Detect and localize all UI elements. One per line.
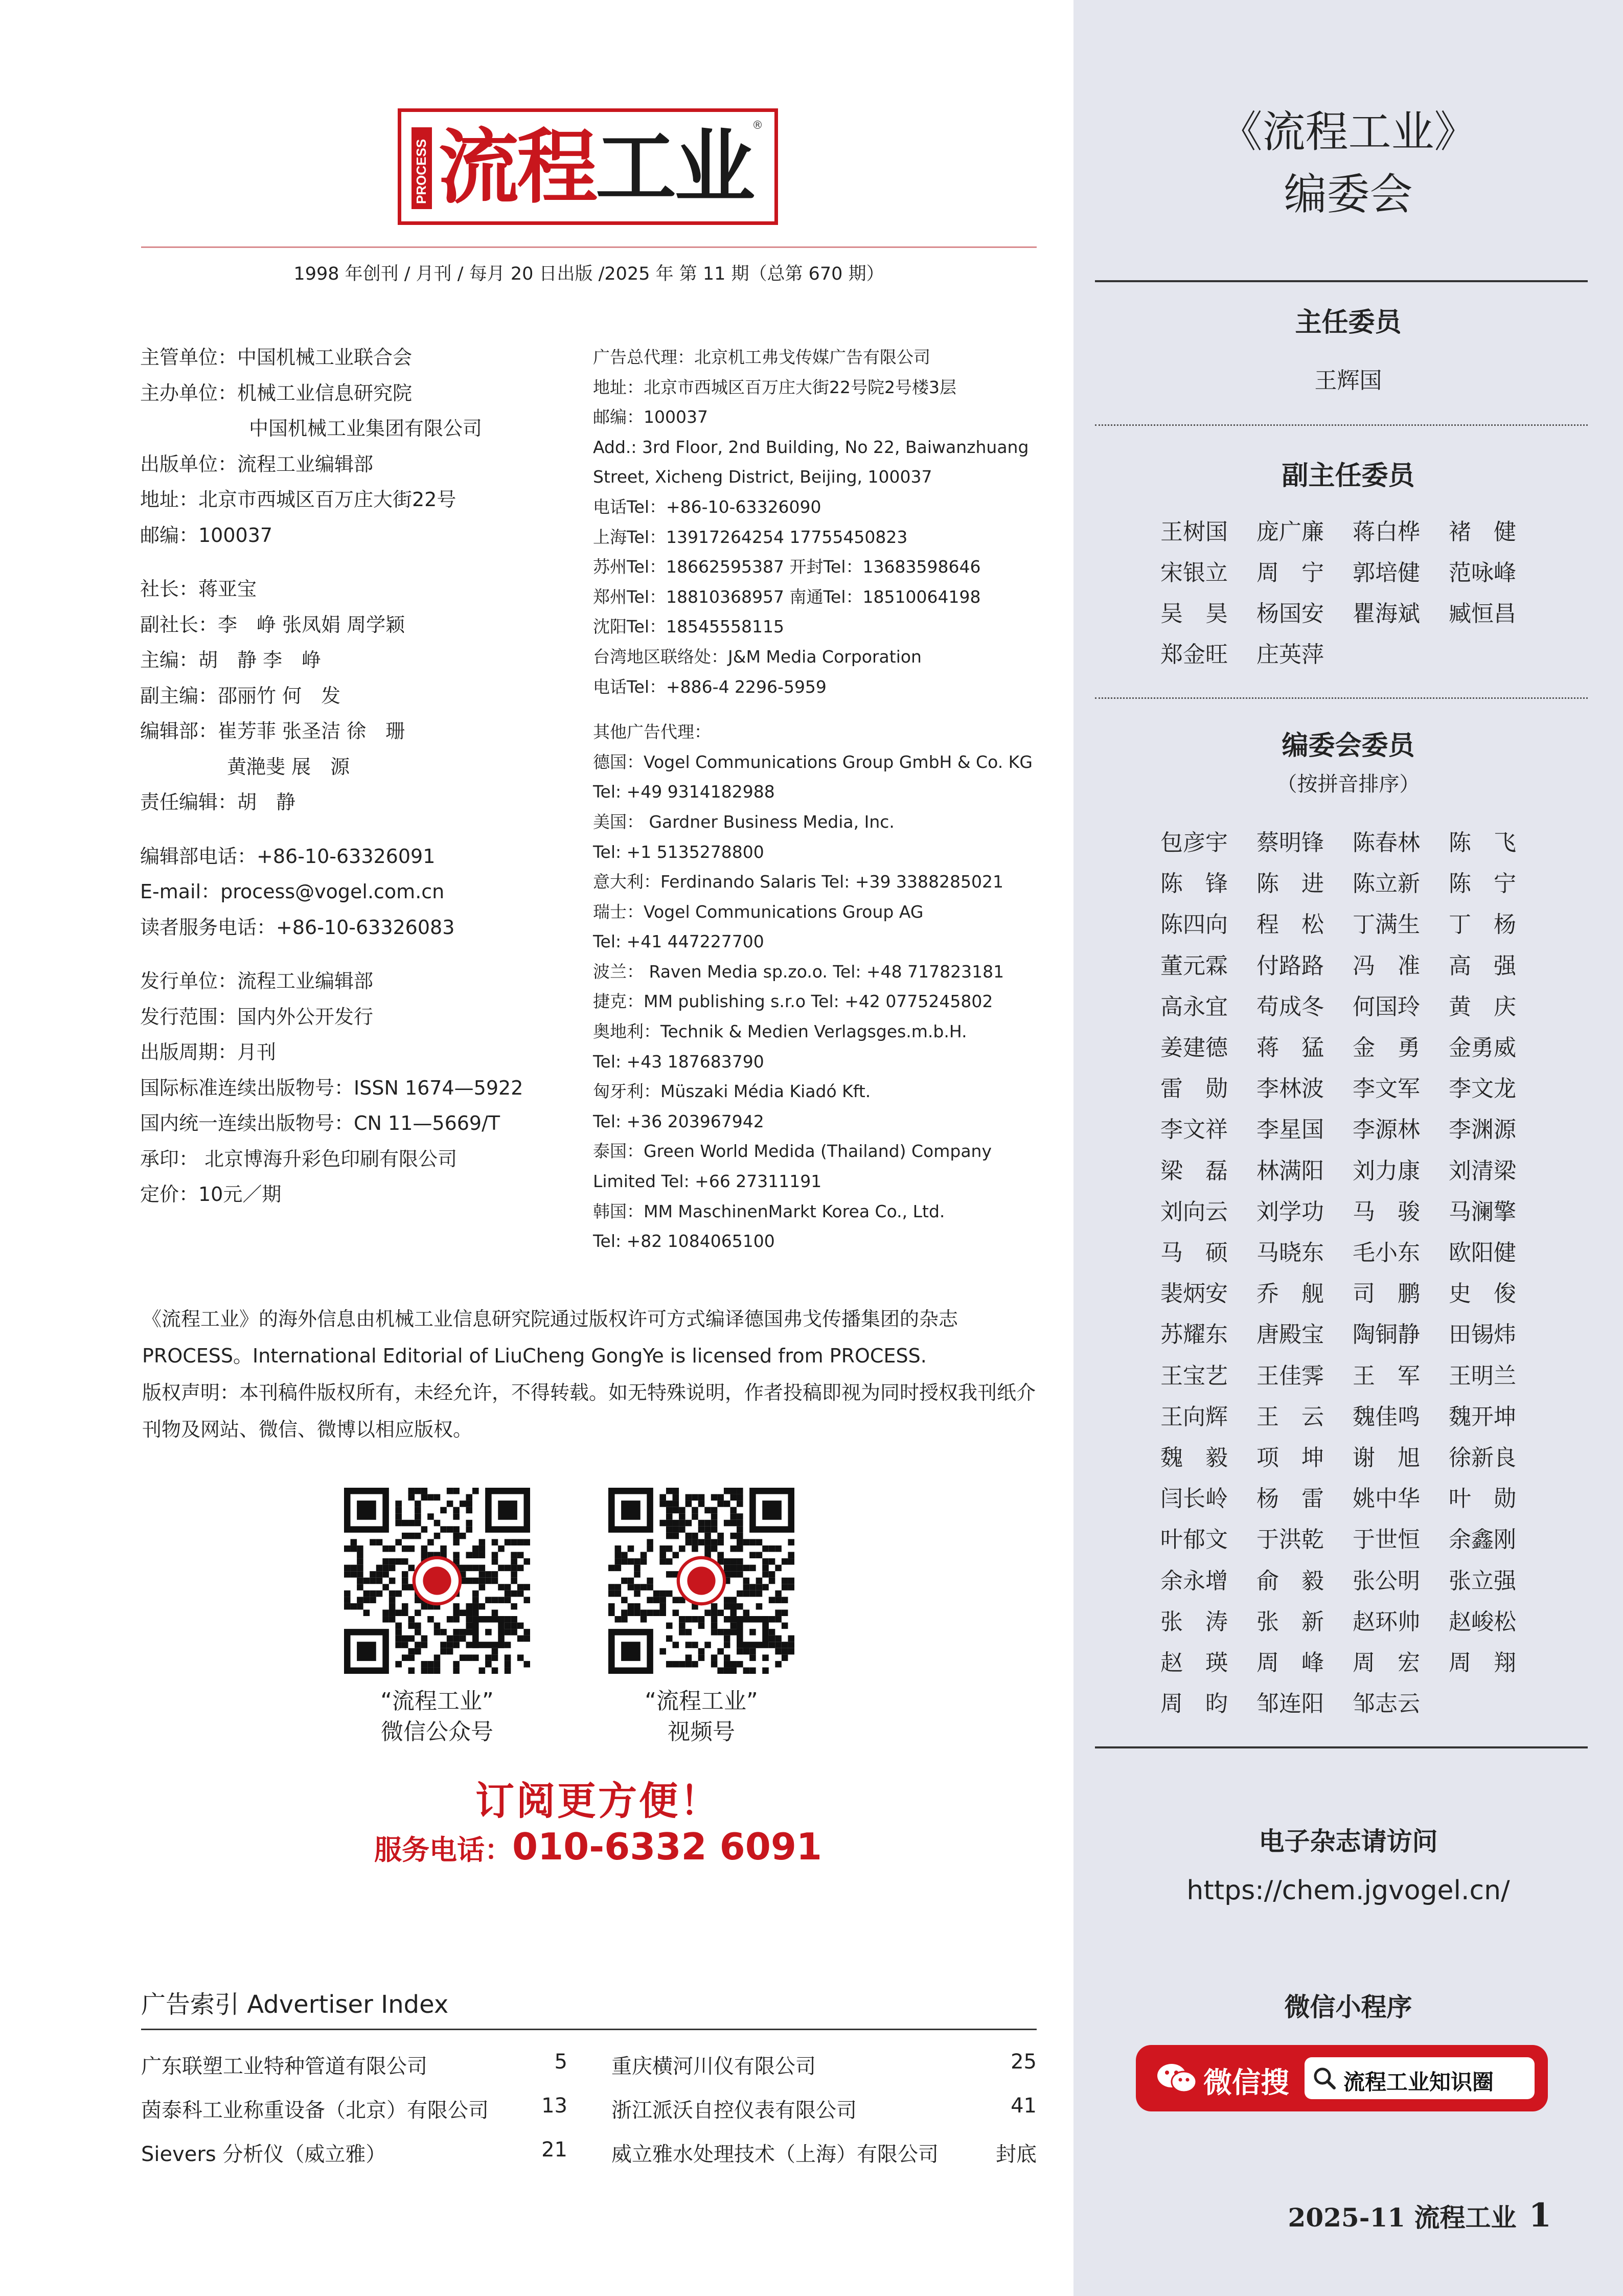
sidebar-dotted-divider bbox=[1095, 424, 1588, 426]
advertiser-index-title: 广告索引 Advertiser Index bbox=[141, 1990, 449, 2019]
advertiser-page: 13 bbox=[541, 2094, 567, 2118]
board-member-name: 金 勇 bbox=[1353, 1035, 1420, 1061]
wechat-official-qr-code[interactable] bbox=[344, 1488, 530, 1674]
board-member-name: 刘学功 bbox=[1256, 1198, 1324, 1225]
board-member-name: 周 宏 bbox=[1353, 1650, 1420, 1676]
board-member-name: 黄 庆 bbox=[1449, 993, 1516, 1020]
board-member-name: 李文祥 bbox=[1160, 1117, 1228, 1143]
board-member-name: 郭培健 bbox=[1353, 560, 1420, 586]
spacer bbox=[140, 553, 523, 572]
info-line: 黄滟斐 展 源 bbox=[227, 755, 350, 778]
logo-process-mark bbox=[412, 127, 432, 209]
qr-caption: 视频号 bbox=[668, 1719, 735, 1745]
agency-line: Street, Xicheng District, Beijing, 100037 bbox=[593, 467, 932, 487]
board-member-name: 乔 舰 bbox=[1256, 1281, 1324, 1307]
info-line: 编辑部：崔芳菲 张圣洁 徐 珊 bbox=[140, 720, 405, 742]
board-member-name: 邹连阳 bbox=[1256, 1691, 1324, 1717]
advertiser-page: 21 bbox=[541, 2138, 567, 2162]
board-member-name: 俞 毅 bbox=[1256, 1567, 1324, 1594]
advertising-agency-list bbox=[593, 343, 1033, 1257]
spacer bbox=[593, 702, 1033, 717]
board-member-name: 马澜擎 bbox=[1449, 1198, 1516, 1225]
advertiser-name: 广东联塑工业特种管道有限公司 bbox=[141, 2055, 427, 2078]
qr-code-image bbox=[608, 1488, 794, 1674]
board-member-name: 陶铜静 bbox=[1353, 1322, 1420, 1348]
publisher-info-list bbox=[140, 340, 523, 1213]
director-name: 王辉国 bbox=[1314, 368, 1382, 394]
agency-line: 苏州Tel：18662595387 开封Tel：13683598646 bbox=[593, 557, 981, 577]
agency-line: Tel: +1 5135278800 bbox=[593, 842, 764, 862]
info-line: 中国机械工业集团有限公司 bbox=[249, 417, 483, 440]
board-member-name: 田锡炜 bbox=[1449, 1322, 1516, 1348]
board-member-name: 陈立新 bbox=[1353, 871, 1420, 897]
page-number: 1 bbox=[1528, 2196, 1551, 2235]
board-member-name: 李渊源 bbox=[1449, 1117, 1516, 1143]
board-member-name: 吴 昊 bbox=[1160, 601, 1228, 627]
agency-line: 台湾地区联络处：J&M Media Corporation bbox=[593, 646, 922, 667]
board-member-name: 陈 宁 bbox=[1449, 871, 1516, 897]
board-member-name: 苏耀东 bbox=[1160, 1322, 1228, 1348]
board-member-name: 张公明 bbox=[1353, 1567, 1420, 1594]
agency-line: Tel: +49 9314182988 bbox=[593, 782, 775, 802]
board-member-name: 丁满生 bbox=[1353, 912, 1420, 938]
board-member-name: 闫长岭 bbox=[1160, 1486, 1228, 1512]
board-member-name: 陈四向 bbox=[1160, 912, 1228, 938]
agency-line: 美国： Gardner Business Media, Inc. bbox=[593, 811, 895, 832]
emagazine-heading: 电子杂志请访问 bbox=[1259, 1827, 1438, 1856]
board-member-name: 王佳霁 bbox=[1256, 1362, 1324, 1389]
agency-line: Add.: 3rd Floor, 2nd Building, No 22, Baiwanzhuang bbox=[593, 437, 1029, 457]
board-member-name: 瞿海斌 bbox=[1353, 601, 1420, 627]
board-member-name: 裴炳安 bbox=[1160, 1281, 1228, 1307]
info-line: 主编：胡 静 李 峥 bbox=[140, 649, 322, 671]
board-member-name: 冯 准 bbox=[1353, 952, 1420, 979]
board-member-name: 何国玲 bbox=[1353, 993, 1420, 1020]
phone-number: 010-6332 6091 bbox=[512, 1825, 822, 1868]
board-member-name: 褚 健 bbox=[1449, 519, 1516, 545]
page-footer bbox=[1288, 2196, 1551, 2235]
board-member-name: 周 宁 bbox=[1256, 560, 1324, 586]
agency-line: Tel: +36 203967942 bbox=[593, 1111, 764, 1131]
agency-line: Limited Tel: +66 27311191 bbox=[593, 1171, 822, 1192]
spacer bbox=[140, 821, 523, 839]
board-member-name: 李源林 bbox=[1353, 1117, 1420, 1143]
advertiser-name: Sievers 分析仪（威立雅） bbox=[141, 2143, 386, 2166]
advertiser-page: 25 bbox=[1011, 2050, 1037, 2074]
director-heading: 主任委员 bbox=[1295, 307, 1402, 338]
agency-line: 瑞士：Vogel Communications Group AG bbox=[593, 901, 924, 922]
board-member-name: 马 硕 bbox=[1160, 1240, 1228, 1266]
advertiser-page: 41 bbox=[1011, 2094, 1037, 2118]
board-member-name: 马 骏 bbox=[1353, 1198, 1420, 1225]
board-member-name: 梁 磊 bbox=[1160, 1157, 1228, 1184]
board-member-name: 于洪乾 bbox=[1256, 1527, 1324, 1553]
board-member-name: 杨 雷 bbox=[1256, 1486, 1324, 1512]
qr-caption: “流程工业” bbox=[645, 1688, 758, 1714]
board-member-name: 程 松 bbox=[1256, 912, 1324, 938]
agency-line: 郑州Tel：18810368957 南通Tel：18510064198 bbox=[593, 586, 981, 607]
info-line: E-mail：process@vogel.com.cn bbox=[140, 880, 445, 903]
board-member-name: 范咏峰 bbox=[1449, 560, 1516, 586]
wechat-search-label: 微信搜 bbox=[1203, 2066, 1289, 2100]
board-member-name: 张 新 bbox=[1256, 1608, 1324, 1635]
phone-label: 服务电话： bbox=[374, 1834, 512, 1866]
publication-line: 1998 年创刊 / 月刊 / 每月 20 日出版 /2025 年 第 11 期（总第 670 期） bbox=[293, 264, 884, 284]
board-member-name: 王 云 bbox=[1256, 1403, 1324, 1430]
info-line: 国际标准连续出版物号：ISSN 1674—5922 bbox=[140, 1076, 523, 1099]
board-member-name: 周 昀 bbox=[1160, 1691, 1228, 1717]
info-line: 责任编辑：胡 静 bbox=[140, 791, 296, 813]
info-line: 副主编：邵丽竹 何 发 bbox=[140, 684, 341, 707]
sidebar-divider bbox=[1095, 280, 1588, 282]
sidebar-divider bbox=[1095, 1746, 1588, 1748]
board-member-name: 欧阳健 bbox=[1449, 1240, 1516, 1266]
logo-title-black: 工业 bbox=[596, 120, 753, 215]
advertiser-name: 浙江派沃自控仪表有限公司 bbox=[611, 2099, 857, 2122]
agency-line: Tel: +41 447227700 bbox=[593, 931, 764, 952]
board-member-name: 李林波 bbox=[1256, 1076, 1324, 1102]
board-member-name: 余鑫刚 bbox=[1449, 1527, 1516, 1553]
board-member-name: 陈 飞 bbox=[1449, 830, 1516, 856]
board-member-name: 马晓东 bbox=[1256, 1240, 1324, 1266]
advertiser-name: 威立雅水处理技术（上海）有限公司 bbox=[611, 2143, 939, 2166]
info-line: 邮编：100037 bbox=[140, 524, 273, 547]
agency-line: 捷克：MM publishing s.r.o Tel: +42 0775245802 bbox=[593, 991, 993, 1012]
qr-code-image bbox=[344, 1488, 530, 1674]
agency-line: 电话Tel：+86-10-63326090 bbox=[593, 496, 821, 517]
advertiser-page: 5 bbox=[554, 2050, 567, 2074]
members-heading: 编委会委员 bbox=[1282, 731, 1415, 761]
board-member-name: 徐新良 bbox=[1449, 1445, 1516, 1471]
board-member-name: 王明兰 bbox=[1449, 1362, 1516, 1389]
masthead-logo bbox=[398, 108, 778, 225]
info-line: 承印： 北京博海升彩色印刷有限公司 bbox=[140, 1147, 458, 1170]
agency-line: Tel: +82 1084065100 bbox=[593, 1231, 775, 1252]
board-member-name: 金勇威 bbox=[1449, 1035, 1516, 1061]
board-member-name: 王 军 bbox=[1353, 1362, 1420, 1389]
board-member-name: 叶郁文 bbox=[1160, 1527, 1228, 1553]
board-member-name: 庞广廉 bbox=[1256, 519, 1324, 545]
agency-line: 广告总代理：北京机工弗戈传媒广告有限公司 bbox=[593, 347, 930, 367]
board-member-name: 王向辉 bbox=[1160, 1403, 1228, 1430]
board-member-name: 周 峰 bbox=[1256, 1650, 1324, 1676]
board-member-name: 周 翔 bbox=[1449, 1650, 1516, 1676]
logo-title bbox=[438, 119, 753, 216]
emagazine-link[interactable]: https://chem.jgvogel.cn/ bbox=[1186, 1875, 1510, 1906]
board-member-name: 姚中华 bbox=[1353, 1486, 1420, 1512]
wechat-search-term: 流程工业知识圈 bbox=[1343, 2070, 1494, 2095]
advertiser-name: 重庆横河川仪有限公司 bbox=[611, 2055, 816, 2078]
board-member-name: 郑金旺 bbox=[1160, 642, 1228, 668]
board-member-name: 唐殿宝 bbox=[1256, 1322, 1324, 1348]
board-member-name: 雷 勋 bbox=[1160, 1076, 1228, 1102]
agency-line: 波兰： Raven Media sp.zo.o. Tel: +48 717823181 bbox=[593, 961, 1004, 982]
board-member-name: 魏 毅 bbox=[1160, 1445, 1228, 1471]
masthead-divider bbox=[141, 246, 1037, 248]
info-line: 定价：10元／期 bbox=[140, 1183, 282, 1206]
logo-title-red: 流程 bbox=[438, 120, 596, 215]
info-line: 编辑部电话：+86-10-63326091 bbox=[140, 845, 436, 868]
info-line: 发行单位：流程工业编辑部 bbox=[140, 970, 374, 992]
board-member-name: 张 涛 bbox=[1160, 1608, 1228, 1635]
board-member-name: 李星国 bbox=[1256, 1117, 1324, 1143]
agency-line: 泰国：Green World Medida (Thailand) Company bbox=[593, 1141, 992, 1162]
qr-caption: 微信公众号 bbox=[381, 1719, 493, 1745]
mini-program-heading: 微信小程序 bbox=[1284, 1992, 1412, 2022]
board-member-name: 刘力康 bbox=[1353, 1157, 1420, 1184]
board-member-name: 蒋白桦 bbox=[1353, 519, 1420, 545]
board-member-name: 董元霖 bbox=[1160, 952, 1228, 979]
info-line: 主办单位：机械工业信息研究院 bbox=[140, 381, 413, 404]
agency-line: 地址：北京市西城区百万庄大街22号院2号楼3层 bbox=[593, 377, 956, 397]
board-member-name: 宋银立 bbox=[1160, 560, 1228, 586]
board-member-name: 杨国安 bbox=[1256, 601, 1324, 627]
board-member-name: 臧恒昌 bbox=[1449, 601, 1516, 627]
board-member-name: 司 鹏 bbox=[1353, 1281, 1420, 1307]
info-line: 副社长：李 峥 张凤娟 周学颖 bbox=[140, 613, 405, 636]
info-line: 读者服务电话：+86-10-63326083 bbox=[140, 916, 455, 939]
board-member-name: 庄英萍 bbox=[1256, 642, 1324, 668]
board-member-name: 蔡明锋 bbox=[1256, 830, 1324, 856]
agency-line: 韩国：MM MaschinenMarkt Korea Co., Ltd. bbox=[593, 1201, 945, 1221]
info-line: 发行范围：国内外公开发行 bbox=[140, 1005, 374, 1028]
agency-line: 意大利：Ferdinando Salaris Tel: +39 3388285021 bbox=[593, 872, 1003, 892]
agency-line: 匈牙利：Müszaki Média Kiadó Kft. bbox=[593, 1081, 871, 1102]
agency-line: 其他广告代理： bbox=[593, 722, 711, 742]
qr-caption: “流程工业” bbox=[380, 1688, 494, 1714]
info-line: 地址：北京市西城区百万庄大街22号 bbox=[140, 488, 456, 511]
board-member-name: 刘清梁 bbox=[1449, 1157, 1516, 1184]
board-member-name: 王树国 bbox=[1160, 519, 1228, 545]
registered-mark: ® bbox=[752, 119, 763, 132]
board-member-name: 叶 勋 bbox=[1449, 1486, 1516, 1512]
agency-line: 奥地利：Technik & Medien Verlagsges.m.b.H. bbox=[593, 1021, 967, 1042]
search-icon bbox=[1312, 2065, 1337, 2091]
board-member-name: 谢 旭 bbox=[1353, 1445, 1420, 1471]
video-channel-qr-code[interactable] bbox=[608, 1488, 794, 1674]
footer-magazine: 流程工业 bbox=[1414, 2202, 1517, 2233]
board-member-name: 林满阳 bbox=[1256, 1157, 1324, 1184]
board-member-name: 史 俊 bbox=[1449, 1281, 1516, 1307]
board-member-name: 张立强 bbox=[1449, 1567, 1516, 1594]
board-member-name: 魏佳鸣 bbox=[1353, 1403, 1420, 1430]
board-member-name: 李文龙 bbox=[1449, 1076, 1516, 1102]
agency-line: 上海Tel：13917264254 17755450823 bbox=[593, 527, 908, 547]
agency-line: 德国：Vogel Communications Group GmbH & Co. KG bbox=[593, 752, 1033, 772]
vice-director-heading: 副主任委员 bbox=[1282, 461, 1415, 491]
board-member-name: 于世恒 bbox=[1353, 1527, 1420, 1553]
board-member-name: 陈 锋 bbox=[1160, 871, 1228, 897]
board-member-name: 苟成冬 bbox=[1256, 993, 1324, 1020]
license-notice: 《流程工业》的海外信息由机械工业信息研究院通过版权许可方式编译德国弗戈传播集团的杂志 PROCESS。International Editorial of LiuCheng GongYe is licensed from PROCESS. bbox=[142, 1308, 958, 1367]
board-member-name: 丁 杨 bbox=[1449, 912, 1516, 938]
editorial-board-title: 《流程工业》 bbox=[1219, 107, 1477, 157]
info-line: 出版周期：月刊 bbox=[140, 1041, 277, 1063]
members-note: （按拼音排序） bbox=[1276, 772, 1420, 796]
agency-line: 电话Tel：+886-4 2296-5959 bbox=[593, 676, 827, 697]
sidebar-background bbox=[1073, 0, 1623, 2296]
board-member-name: 赵峻松 bbox=[1449, 1608, 1516, 1635]
board-member-name: 魏开坤 bbox=[1449, 1403, 1516, 1430]
wechat-icon bbox=[1156, 2061, 1197, 2095]
advertiser-index-divider bbox=[141, 2029, 1037, 2030]
board-member-name: 王宝艺 bbox=[1160, 1362, 1228, 1389]
board-member-name: 李文军 bbox=[1353, 1076, 1420, 1102]
board-member-name: 邹志云 bbox=[1353, 1691, 1420, 1717]
copyright-notice: 版权声明：本刊稿件版权所有，未经允许，不得转载。如无特殊说明，作者投稿即视为同时授权我刊纸介刊物及网站、微信、微博以相应版权。 bbox=[142, 1381, 1036, 1441]
info-line: 国内统一连续出版物号：CN 11—5669/T bbox=[140, 1112, 500, 1134]
board-member-name: 姜建德 bbox=[1160, 1035, 1228, 1061]
board-member-name: 毛小东 bbox=[1353, 1240, 1420, 1266]
footer-issue: 2025-11 bbox=[1288, 2202, 1406, 2233]
service-phone bbox=[291, 1825, 905, 1868]
agency-line: 邮编：100037 bbox=[593, 407, 708, 427]
wechat-search-box[interactable] bbox=[1305, 2057, 1535, 2099]
agency-line: Tel: +43 187683790 bbox=[593, 1051, 764, 1072]
spacer bbox=[140, 945, 523, 964]
wechat-search-badge[interactable] bbox=[1136, 2045, 1548, 2111]
board-member-name: 高永宜 bbox=[1160, 993, 1228, 1020]
editorial-board-subtitle: 编委会 bbox=[1284, 169, 1413, 219]
info-line: 社长：蒋亚宝 bbox=[140, 578, 257, 600]
info-line: 主管单位：中国机械工业联合会 bbox=[140, 346, 413, 369]
board-member-name: 高 强 bbox=[1449, 952, 1516, 979]
agency-line: 沈阳Tel：18545558115 bbox=[593, 617, 784, 637]
board-member-name: 蒋 猛 bbox=[1256, 1035, 1324, 1061]
logo-process-text: PROCESS bbox=[414, 139, 429, 204]
board-member-name: 赵 瑛 bbox=[1160, 1650, 1228, 1676]
board-member-name: 赵环帅 bbox=[1353, 1608, 1420, 1635]
advertiser-page: 封底 bbox=[996, 2143, 1037, 2166]
info-line: 出版单位：流程工业编辑部 bbox=[140, 452, 374, 475]
board-member-name: 陈春林 bbox=[1353, 830, 1420, 856]
board-member-name: 陈 进 bbox=[1256, 871, 1324, 897]
sidebar-dotted-divider bbox=[1095, 697, 1588, 699]
board-member-name: 付路路 bbox=[1256, 952, 1324, 979]
advertiser-name: 茵泰科工业称重设备（北京）有限公司 bbox=[141, 2099, 489, 2122]
board-member-name: 项 坤 bbox=[1256, 1445, 1324, 1471]
board-member-name: 包彦宇 bbox=[1160, 830, 1228, 856]
board-member-name: 刘向云 bbox=[1160, 1198, 1228, 1225]
subscribe-headline: 订阅更方便！ bbox=[475, 1778, 721, 1824]
board-member-name: 余永增 bbox=[1160, 1567, 1228, 1594]
